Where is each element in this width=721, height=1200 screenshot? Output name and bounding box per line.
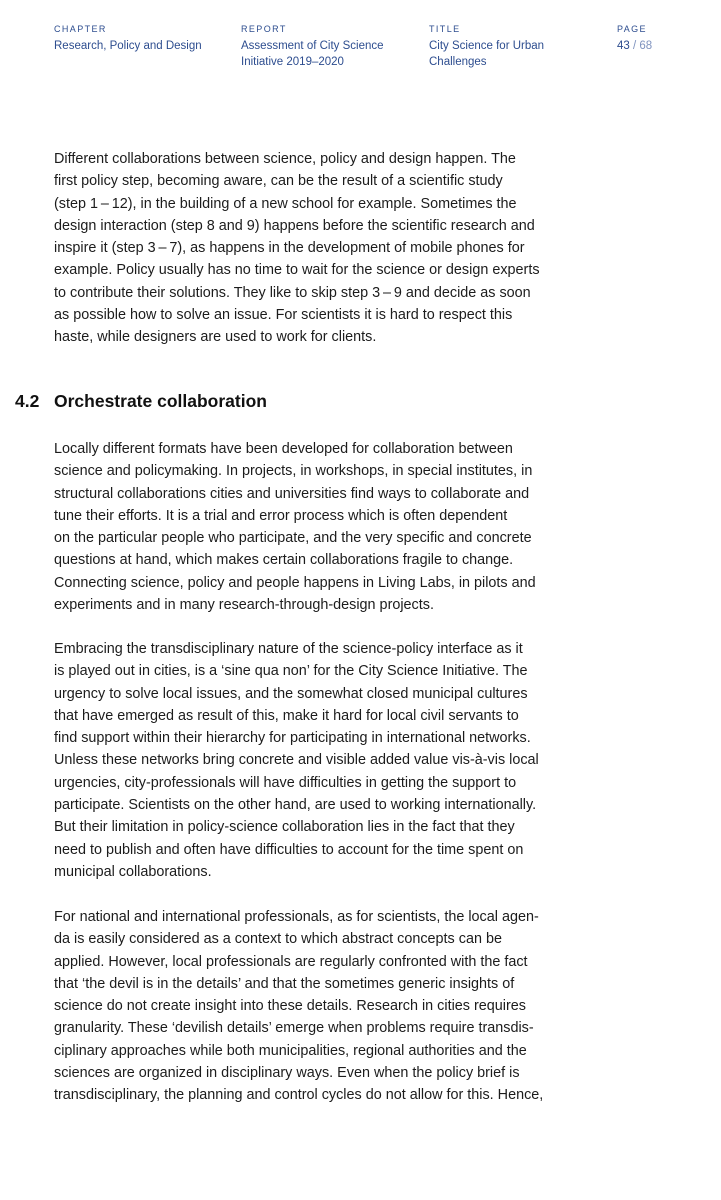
text-line: urgency to solve local issues, and the somewhat closed municipal cultures (54, 685, 528, 702)
header-page (617, 22, 697, 54)
paragraph-collaborations (54, 148, 599, 349)
page-total: 68 (639, 40, 653, 52)
report-value-line2: Initiative 2019–2020 (241, 56, 344, 68)
text-line: municipal collaborations. (54, 863, 212, 880)
text-line: find support within their hierarchy for participating in international networks. (54, 730, 531, 747)
running-header (0, 22, 721, 82)
section-title: Orchestrate collaboration (54, 391, 267, 411)
text-line: Different collaborations between science, policy and design happen. The (54, 151, 516, 167)
text-line: that ‘the devil is in the details’ and that the sometimes generic insights of (54, 975, 515, 992)
text-line: Unless these networks bring concrete and visible added value vis-à-vis local (54, 752, 539, 769)
text-line: experiments and in many research-through-design projects. (54, 597, 434, 614)
header-chapter (54, 22, 234, 54)
page-number (617, 38, 697, 54)
text-line: haste, while designers are used to work for clients. (54, 329, 377, 346)
text-line: da is easily considered as a context to which abstract concepts can be (54, 931, 502, 948)
title-value (429, 38, 609, 70)
section-heading (0, 391, 721, 417)
text-line: on the particular people who participate, and the very specific and concrete (54, 530, 532, 547)
text-line: structural collaborations cities and universities find ways to collaborate and (54, 485, 530, 502)
text-line: to contribute their solutions. They like to skip step 3 – 9 and decide as soon (54, 284, 531, 301)
text-line: inspire it (step 3 – 7), as happens in the development of mobile phones for (54, 240, 525, 257)
text-line: science and policymaking. In projects, in workshops, in special institutes, in (54, 463, 533, 480)
text-line: is played out in cities, is a ‘sine qua non’ for the City Science Initiative. The (54, 663, 528, 680)
text-line: first policy step, becoming aware, can be the result of a scientific study (54, 173, 503, 190)
text-line: Locally different formats have been developed for collaboration between (54, 441, 513, 457)
text-line: granularity. These ‘devilish details’ emerge when problems require transdis- (54, 1020, 534, 1037)
page-separator: / (633, 40, 637, 52)
paragraph-formats (54, 438, 599, 616)
text-line: transdisciplinary, the planning and control cycles do not allow for this. Hence, (54, 1087, 544, 1104)
report-label: REPORT (241, 24, 287, 34)
report-value-line1: Assessment of City Science (241, 40, 384, 52)
text-line: example. Policy usually has no time to wait for the science or design experts (54, 262, 540, 279)
text-line: urgencies, city-professionals will have difficulties in getting the support to (54, 774, 517, 791)
text-line: science do not create insight into these details. Research in cities requires (54, 998, 526, 1015)
text-line: that have emerged as result of this, make it hard for local civil servants to (54, 707, 519, 724)
header-report (241, 22, 421, 70)
text-line: ciplinary approaches while both municipalities, regional authorities and the (54, 1042, 527, 1059)
header-title (429, 22, 609, 70)
text-line: Embracing the transdisciplinary nature of the science-policy interface as it (54, 641, 523, 657)
text-line: questions at hand, which makes certain collaborations fragile to change. (54, 552, 514, 569)
text-line: need to publish and often have difficulties to account for the time spent on (54, 841, 524, 858)
paragraph-transdisciplinary (54, 638, 599, 883)
text-line: applied. However, local professionals are regularly confronted with the fact (54, 953, 528, 970)
text-line: (step 1 – 12), in the building of a new school for example. Sometimes the (54, 195, 517, 212)
text-line: sciences are organized in disciplinary ways. Even when the policy brief is (54, 1065, 520, 1082)
text-line: design interaction (step 8 and 9) happens before the scientific research and (54, 217, 535, 234)
title-value-line2: Challenges (429, 56, 487, 68)
text-line: For national and international professionals, as for scientists, the local agen- (54, 909, 539, 925)
section-number: 4.2 (15, 391, 40, 411)
title-value-line1: City Science for Urban (429, 40, 545, 52)
text-line: Connecting science, policy and people happens in Living Labs, in pilots and (54, 574, 536, 591)
text-line: participate. Scientists on the other hand, are used to working internationally. (54, 797, 537, 814)
text-line: tune their efforts. It is a trial and error process which is often dependent (54, 507, 508, 524)
text-line: as possible how to solve an issue. For scientists it is hard to respect this (54, 307, 513, 324)
chapter-value: Research, Policy and Design (54, 40, 202, 52)
page-label: PAGE (617, 24, 647, 34)
chapter-label: CHAPTER (54, 24, 107, 34)
report-value (241, 38, 421, 70)
text-line: But their limitation in policy-science collaboration lies in the fact that they (54, 819, 515, 836)
page-current: 43 (617, 40, 630, 52)
paragraph-local-agenda (54, 906, 599, 1107)
title-label: TITLE (429, 24, 461, 34)
